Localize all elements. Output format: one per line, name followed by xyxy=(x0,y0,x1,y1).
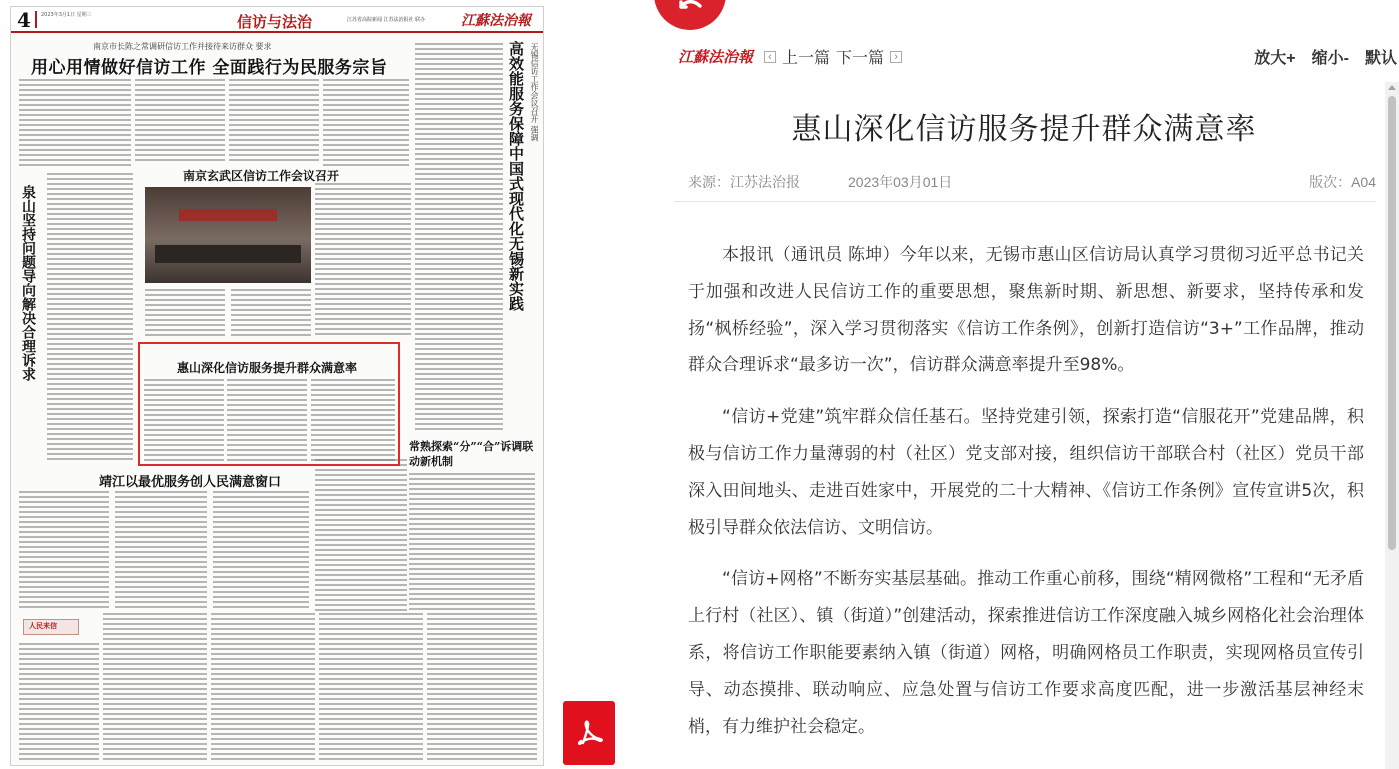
text-column xyxy=(315,459,407,611)
selected-article-highlight[interactable] xyxy=(138,342,400,466)
left-vertical-headline[interactable]: 泉山坚持问题导向解决合理诉求 xyxy=(20,185,36,381)
next-article-link[interactable]: 下一篇 xyxy=(836,50,885,67)
top-subhead: 南京市长陈之常调研信访工作并接待来访群众 要求 xyxy=(93,42,272,51)
reader-toolbar xyxy=(654,42,1399,72)
headline-xuanwu[interactable]: 南京玄武区信访工作会议召开 xyxy=(183,169,340,183)
masthead-editors: 江苏省高院新闻 江苏法治报社 联办 xyxy=(347,17,426,23)
article-source: 来源：江苏法治报 xyxy=(688,174,800,190)
text-column xyxy=(19,491,109,611)
back-arrow-icon xyxy=(674,0,706,22)
vertical-scrollbar[interactable] xyxy=(1385,82,1399,769)
newspaper-page[interactable] xyxy=(10,6,544,766)
back-button[interactable] xyxy=(654,0,726,30)
zoom-controls xyxy=(1254,45,1397,68)
zoom-default-button[interactable]: 默认 xyxy=(1364,50,1397,67)
meta-divider xyxy=(674,201,1376,202)
text-column xyxy=(231,289,311,339)
scroll-up-icon[interactable] xyxy=(1388,85,1396,90)
right-vertical-subhead: 无锡信访工作会议召开 强调 xyxy=(530,43,539,142)
masthead-meta: 2023年3月1日 星期三 xyxy=(41,12,92,18)
article-nav xyxy=(764,45,902,68)
article-body xyxy=(688,237,1364,760)
headline-jingjiang[interactable]: 靖江以最优服务创人民满意窗口 xyxy=(99,475,282,490)
text-column xyxy=(211,613,315,763)
masthead-divider xyxy=(35,11,37,28)
pdf-download-button[interactable] xyxy=(563,701,615,765)
reader-letters-label: 人民来信 xyxy=(29,622,57,630)
prev-arrow-icon[interactable]: ‹ xyxy=(764,51,776,63)
photo-banner xyxy=(179,209,277,221)
article-title: 惠山深化信访服务提升群众满意率 xyxy=(791,113,1257,146)
text-column xyxy=(19,79,131,169)
text-column xyxy=(19,643,99,763)
scrollbar-thumb[interactable] xyxy=(1388,96,1396,550)
prev-article-link[interactable]: 上一篇 xyxy=(782,50,831,67)
zoom-in-button[interactable]: 放大+ xyxy=(1254,50,1296,67)
photo-table xyxy=(155,245,301,263)
text-column xyxy=(315,183,411,337)
text-column xyxy=(319,613,423,763)
meeting-photo xyxy=(145,187,311,283)
zoom-out-button[interactable]: 缩小- xyxy=(1311,50,1349,67)
text-column xyxy=(115,491,207,611)
page-number: 4 xyxy=(17,8,31,32)
text-column xyxy=(103,613,207,763)
article-edition: 版次：A04 xyxy=(1309,174,1376,190)
text-column xyxy=(213,491,309,611)
article-date: 2023年03月01日 xyxy=(848,174,953,190)
text-column xyxy=(135,79,225,163)
pdf-icon xyxy=(573,717,605,749)
text-column xyxy=(427,613,537,763)
text-column xyxy=(229,79,319,163)
headline-changshu[interactable]: 常熟探索“分”“合”诉调联动新机制 xyxy=(409,440,534,468)
text-column xyxy=(145,289,225,339)
right-vertical-headline[interactable]: 高效能服务保障中国式现代化无锡新实践 xyxy=(507,41,525,311)
headline-huishan[interactable]: 惠山深化信访服务提升群众满意率 xyxy=(177,361,358,375)
main-headline[interactable]: 用心用情做好信访工作 全面践行为民服务宗旨 xyxy=(31,58,388,78)
text-column xyxy=(323,79,409,169)
article-meta xyxy=(674,170,1376,192)
article-paragraph: “信访+党建”筑牢群众信任基石。坚持党建引领，探索打造“信服花开”党建品牌，积极与信访工作力量薄弱的村（社区）党支部对接，组织信访干部联合村（社区）党员干部深入田间地头、走进百姓家中，开展党的二十大精神、《信访工作条例》宣传宣讲5次，积极引导群众依法信访、文明信访。 xyxy=(688,407,1364,538)
article-reader xyxy=(654,0,1399,769)
text-column xyxy=(409,473,535,613)
article-paragraph: 本报讯（通讯员 陈坤）今年以来，无锡市惠山区信访局认真学习贯彻习近平总书记关于加强和改进人民信访工作的重要思想，聚焦新时期、新思想、新要求，坚持传承和发扬“枫桥经验”，深入学习贯彻落实《信访工作条例》，创新打造信访“3+”工作品牌，推动群众合理诉求“最多访一次”，信访群众满意率提升至98%。 xyxy=(688,245,1364,376)
article-paragraph: “信访+网格”不断夯实基层基础。推动工作重心前移，围绕“精网微格”工程和“无矛盾上行村（社区）、镇（街道）”创建活动，探索推进信访工作深度融入城乡网格化社会治理体系，将信访工作职能要素纳入镇（街道）网格，明确网格员工作职责，实现网格员宣传引导、动态摸排、联动响应、应急处置与信访工作要求高度匹配，进一步激活基层神经末梢，有力维护社会稳定。 xyxy=(688,569,1364,737)
text-column xyxy=(415,43,503,433)
newspaper-logo: 江蘇法治報 xyxy=(461,13,531,29)
text-column xyxy=(47,173,133,463)
newspaper-masthead xyxy=(11,7,543,33)
next-arrow-icon[interactable]: › xyxy=(890,51,902,63)
section-title: 信访与法治 xyxy=(237,13,313,31)
reader-brand-logo: 江蘇法治報 xyxy=(678,48,754,66)
